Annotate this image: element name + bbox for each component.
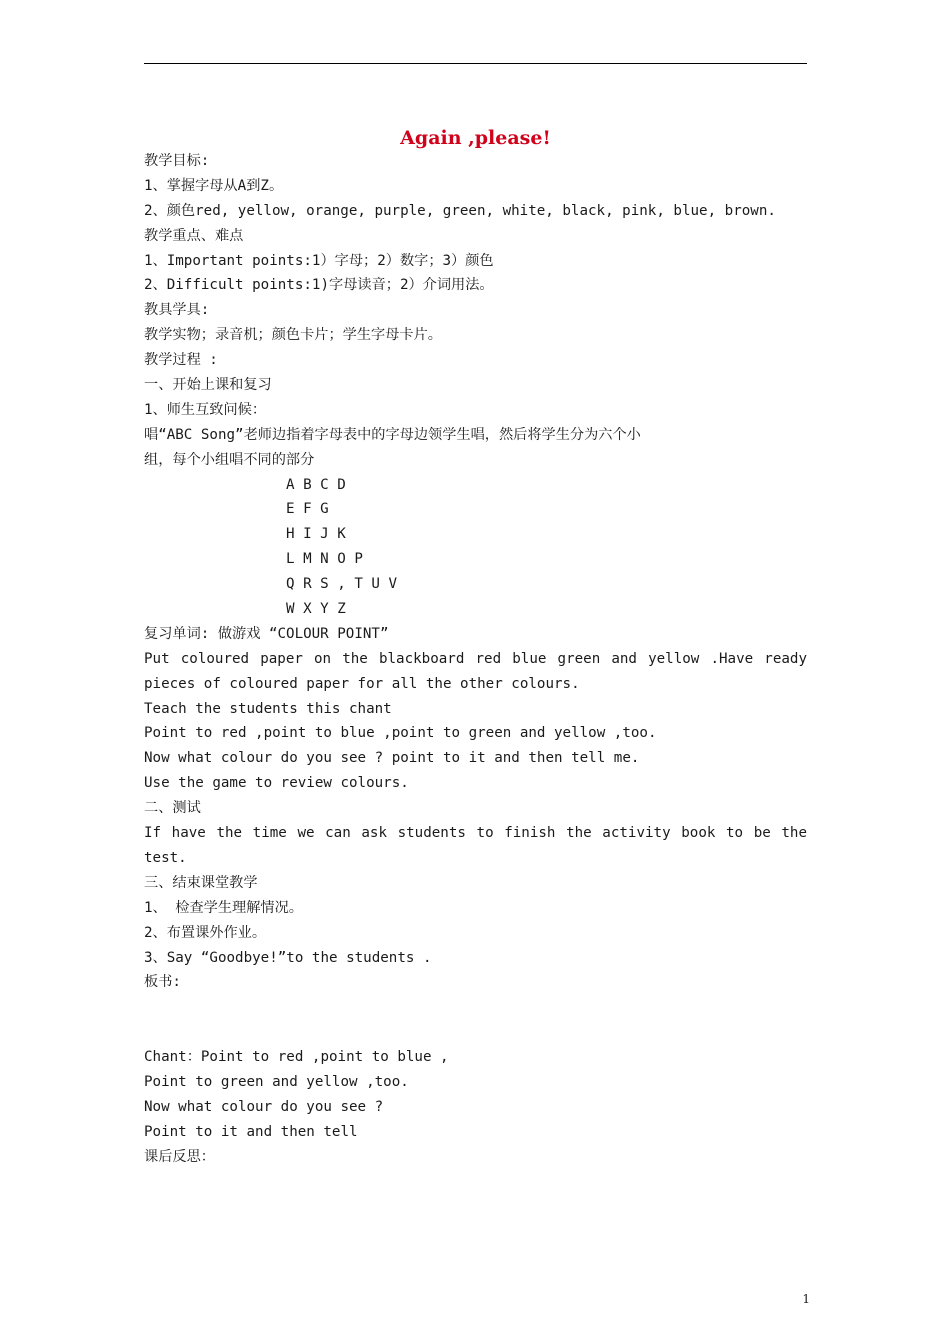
text-line: Now what colour do you see ? point to it and then tell me. [144, 750, 640, 767]
text-line: Chant：Point to red ,point to blue , [144, 1049, 449, 1066]
text-line: Put coloured paper on the blackboard red blue green and yellow .Have ready [144, 650, 807, 667]
text-line: 1、Important points:1）字母；2）数字；3）颜色 [144, 252, 494, 269]
text-line: 2、颜色red, yellow, orange, purple, green, white, black, pink, blue, brown. [144, 202, 776, 219]
text-line: Now what colour do you see ? [144, 1098, 384, 1115]
text-line: 1、掌握字母从A到Z。 [144, 177, 284, 194]
text-line: If have the time we can ask students to finish the activity book to be the [144, 825, 807, 842]
header-rule [144, 63, 807, 64]
song-letters-line: W X Y Z [286, 601, 346, 618]
song-letters-line: H I J K [286, 526, 346, 543]
text-line: 复习单词: 做游戏 “COLOUR POINT” [144, 625, 389, 642]
document-title: Again ,please! [400, 127, 551, 149]
text-line: 组，每个小组唱不同的部分 [144, 451, 315, 468]
song-letters-line: A B C D [286, 476, 346, 493]
text-line: pieces of coloured paper for all the other colours. [144, 675, 580, 692]
text-line: 教学目标: [144, 153, 210, 169]
text-line: 3、Say “Goodbye!”to the students . [144, 949, 432, 966]
text-line: 2、Difficult points:1)字母读音；2）介词用法。 [144, 277, 494, 294]
text-line: 2、布置课外作业。 [144, 924, 267, 941]
text-line: 唱“ABC Song”老师边指着字母表中的字母边领学生唱，然后将学生分为六个小 [144, 426, 641, 443]
text-line: 教学重点、难点 [144, 227, 244, 244]
song-letters-line: L M N O P [286, 551, 363, 568]
board-letters-row-2 [144, 1020, 807, 1045]
text-line: 教具学具: [144, 302, 210, 319]
text-line: 一、开始上课和复习 [144, 377, 272, 394]
text-line: Point to green and yellow ,too. [144, 1073, 409, 1090]
page-number: 1 [802, 1292, 810, 1306]
text-line: 板书: [144, 974, 181, 991]
text-line: 三、结束课堂教学 [144, 874, 258, 891]
text-line: Teach the students this chant [144, 700, 392, 717]
song-letters-line: Q R S , T U V [286, 576, 398, 593]
text-line: 教学实物；录音机；颜色卡片；学生字母卡片。 [144, 327, 442, 344]
text-line: 1、 检查学生理解情况。 [144, 899, 303, 916]
text-line: 课后反思： [144, 1148, 215, 1165]
text-line: Point to it and then tell [144, 1123, 358, 1140]
text-line: 1、师生互致问候： [144, 401, 267, 418]
song-letters-line: E F G [286, 501, 329, 518]
text-line: 教学过程 : [144, 352, 218, 369]
text-line: Point to red ,point to blue ,point to green and yellow ,too. [144, 725, 657, 742]
document-body [144, 149, 807, 1170]
text-line: test. [144, 849, 187, 866]
board-letters-row-1 [144, 995, 807, 1020]
text-line: 二、测试 [144, 800, 201, 817]
text-line: Use the game to review colours. [144, 775, 409, 792]
